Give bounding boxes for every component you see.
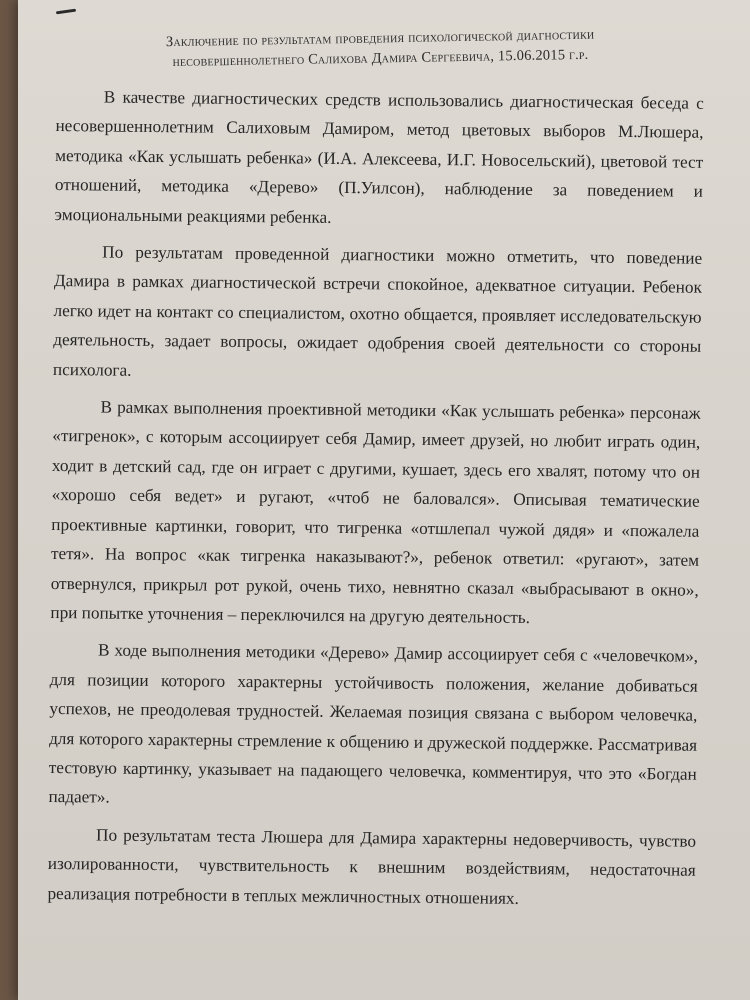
title-line-1: Заключение по результатам проведения психологической диагностики	[165, 26, 595, 51]
paragraph-luscher-test: По результатам теста Люшера для Дамира характерны недоверчивость, чувство изолированности, чувствительность к внешним воздействиям, недостаточная реализация потребности в теплых межличностных отношениях.	[47, 825, 697, 908]
title-line-2: несовершеннолетнего Салихова Дамира Сергеевича, 15.06.2015 г.р.	[172, 46, 589, 71]
paragraph-behavior: По результатам проведенной диагностики можно отметить, что поведение Дамира в рамках диагностической встречи спокойное, адекватное ситуации. Ребенок легко идет на контакт со специалистом, охотно общается, проявляет исследовательскую деятельность, задает вопросы, ожидает одобрения своей деятельности со стороны психолога.	[52, 242, 703, 380]
paragraph-methods: В качестве диагностических средств использовались диагностическая беседа с несовершеннолетним Салиховым Дамиром, метод цветовых выборов М.Люшера, методика «Как услышать ребенка» (И.А. Алексеева, И.Г. Новосельский), цветовой тест отношений, методика «Дерево» (П.Уилсон), наблюдение за поведением и эмоциональными реакциями ребенка.	[54, 87, 704, 227]
paragraph-projective-method: В рамках выполнения проективной методики «Как услышать ребенка» персонаж «тигренок», с которым ассоциирует себя Дамир, имеет друзей, но любит играть один, ходит в детский сад, где он играет с другими, кушает, здесь его хвалят, потому что он «хорошо себя ведет» и ругают, «чтоб не баловался». Описывая тематические проективные картинки, говорит, что тигренка «отшлепал чужой дядя» и «пожалела тетя». На вопрос «как тигренка наказывают?», ребенок ответил: «ругают», затем отвернулся, прикрыл рот рукой, очень тихо, невнятно сказал «выбрасывают в окно», при попытке уточнения – переключился на другую деятельность.	[50, 397, 701, 627]
paragraph-tree-method: В ходе выполнения методики «Дерево» Дамир ассоциирует себя с «человечком», для позиции которого характерны устойчивость положения, желание добиваться успехов, не преодолевая трудностей. Желаемая позиция связана с выбором человечка, для которого характерны стремление к общению и дружеской поддержке. Рассматривая тестовую картинку, указывает на падающего человечка, комментируя, что это «Богдан падает».	[48, 640, 699, 807]
pen-mark	[56, 9, 76, 15]
document-body	[47, 82, 704, 923]
